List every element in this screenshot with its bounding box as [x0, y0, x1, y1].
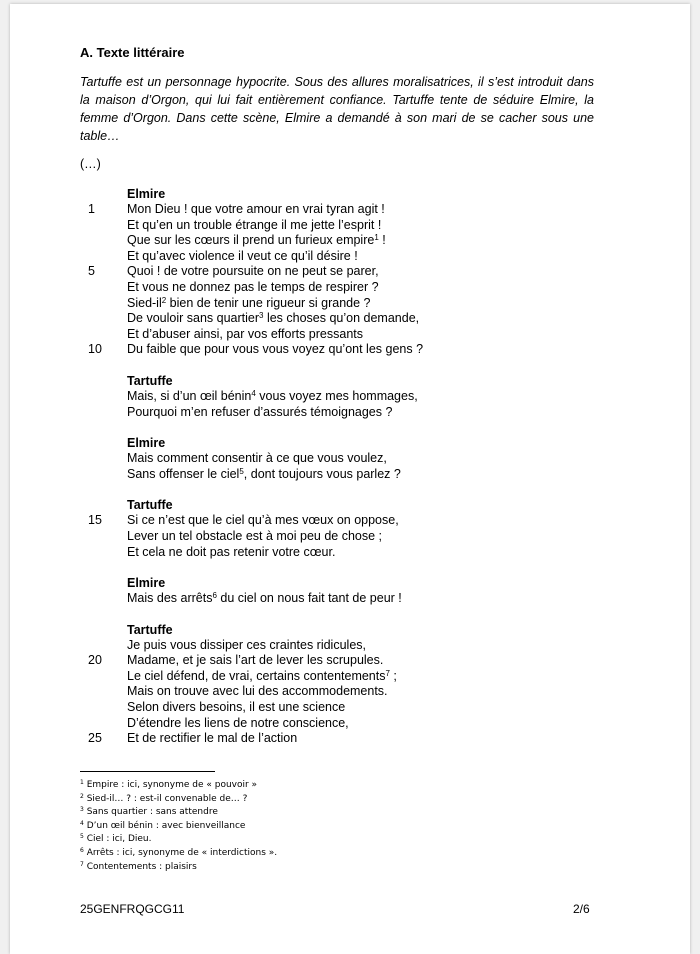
footnote-text: Sied-il… ? : est-il convenable de… ? — [86, 793, 248, 804]
section-heading: A. Texte littéraire — [80, 45, 185, 60]
verse-text: Mon Dieu ! que votre amour en vrai tyran agit ! — [127, 202, 385, 216]
verse-text-continued: ; — [389, 668, 397, 683]
verse-line — [80, 669, 640, 685]
verse-text: Lever un tel obstacle est à moi peu de chose ; — [127, 528, 383, 543]
speech-block — [80, 575, 640, 607]
verse-text: Et de rectifier le mal de l’action — [127, 731, 298, 746]
footnote-text: Empire : ici, synonyme de « pouvoir » — [86, 780, 258, 790]
verse-line — [80, 716, 640, 732]
verse-line — [80, 311, 640, 327]
verse-text: Que sur les cœurs il prend un furieux empire — [127, 233, 375, 248]
speaker-name: Elmire — [127, 576, 166, 591]
footnote-ref: 6 — [212, 591, 217, 601]
verse-line — [80, 451, 640, 467]
verse-text: D’étendre les liens de notre conscience, — [127, 715, 349, 730]
footnote-text: Contentements : plaisirs — [86, 861, 197, 872]
verse-line — [80, 342, 640, 358]
footnote-number: 6 — [80, 846, 84, 854]
footnote-number: 5 — [80, 833, 84, 841]
footnote-separator — [80, 771, 215, 772]
speaker-name: Elmire — [127, 187, 166, 201]
speech-block — [80, 435, 640, 482]
verse-text: Mais on trouve avec lui des accommodements. — [127, 684, 388, 699]
footnote-number: 2 — [80, 792, 84, 800]
footnote-number: 7 — [80, 860, 84, 868]
footnote-number: 3 — [80, 806, 84, 814]
footnote-number: 4 — [80, 819, 84, 827]
speaker-name: Tartuffe — [127, 622, 173, 637]
line-number: 25 — [88, 731, 102, 746]
footnote-ref: 5 — [239, 466, 244, 476]
verse-text: Et qu’en un trouble étrange il me jette l’esprit ! — [127, 217, 382, 232]
footnote-text: Arrêts : ici, synonyme de « interdictions ». — [86, 847, 278, 858]
footnote-ref: 2 — [161, 295, 167, 305]
footnote — [80, 820, 277, 834]
verse-line — [80, 513, 640, 529]
speaker-name: Tartuffe — [127, 373, 173, 388]
verse-text: Quoi ! de votre poursuite on ne peut se parer, — [127, 264, 379, 279]
footnote-ref: 7 — [385, 668, 390, 678]
verse-text: Mais des arrêts — [127, 591, 213, 606]
speaker-name: Elmire — [127, 436, 166, 451]
speech-block — [80, 373, 640, 420]
verse-text: Selon divers besoins, il est une science — [127, 700, 346, 715]
verse-text: Et vous ne donnez pas le temps de respirer ? — [127, 279, 379, 294]
verse-line — [80, 296, 640, 312]
verse-line — [80, 389, 640, 405]
verse-line — [80, 700, 640, 716]
verse-line — [80, 280, 640, 296]
document-code: 25GENFRQGCG11 — [80, 902, 185, 916]
verse-text: Mais, si d’un œil bénin — [127, 388, 252, 403]
verse-text-continued: les choses qu’on demande, — [263, 311, 420, 326]
verse-line — [80, 545, 640, 561]
verse-line — [80, 467, 640, 483]
verse-text: De vouloir sans quartier — [127, 311, 260, 326]
page-number: 2/6 — [573, 902, 590, 916]
footnote-ref: 4 — [251, 388, 256, 398]
verse-text-continued: , dont toujours vous parlez ? — [243, 466, 401, 481]
verse-line — [80, 638, 640, 654]
verse-line — [80, 233, 640, 249]
verse-text: Sied-il — [127, 295, 162, 310]
verse-text: Le ciel défend, de vrai, certains contentements — [127, 668, 386, 683]
intro-paragraph: Tartuffe est un personnage hypocrite. Sous des allures moralisatrices, il s’est introduit dans la maison d’Orgon, qui lui fait entièrement confiance. Tartuffe tente de séduire Elmire, la femme d’Orgon. Dans cette scène, Elmire a demandé à son mari de se cacher sous une table… — [80, 75, 594, 143]
line-number: 5 — [88, 264, 95, 279]
footnote — [80, 833, 277, 847]
footnote — [80, 806, 277, 820]
verse-line — [80, 249, 640, 265]
speaker-name: Tartuffe — [127, 498, 173, 513]
footnote — [80, 779, 277, 793]
line-number: 15 — [88, 513, 102, 528]
verse-text-continued: du ciel on nous fait tant de peur ! — [216, 591, 402, 606]
verse-line — [80, 264, 640, 280]
line-number: 20 — [88, 653, 102, 668]
ellipsis-marker: (…) — [80, 157, 101, 171]
verse-line — [80, 218, 640, 234]
verse-line — [80, 405, 640, 421]
footnotes — [80, 779, 277, 874]
verse-line — [80, 653, 640, 669]
speech-block — [80, 622, 640, 747]
footnote-ref: 1 — [374, 233, 379, 243]
verse-text-continued: vous voyez mes hommages, — [255, 388, 418, 403]
verse-line — [80, 202, 640, 218]
verse-text: Je puis vous dissiper ces craintes ridicules, — [127, 637, 366, 652]
footnote — [80, 847, 277, 861]
line-number: 10 — [88, 342, 102, 357]
verse-line — [80, 684, 640, 700]
verse-text-continued: ! — [378, 233, 386, 248]
footnote-text: Sans quartier : sans attendre — [86, 807, 218, 818]
verse-text-continued: bien de tenir une rigueur si grande ? — [166, 295, 371, 310]
verse-text: Sans offenser le ciel — [127, 466, 240, 481]
footnote — [80, 861, 277, 875]
footnote-text: D’un œil bénin : avec bienveillance — [86, 820, 246, 831]
speech-block — [80, 186, 640, 358]
verse-line — [80, 591, 640, 607]
verse-text: Du faible que pour vous vous voyez qu’ont les gens ? — [127, 342, 424, 357]
verse-text: Madame, et je sais l’art de lever les scrupules. — [127, 653, 384, 668]
verse-text: Mais comment consentir à ce que vous voulez, — [127, 451, 387, 466]
footnote-text: Ciel : ici, Dieu. — [86, 834, 152, 845]
verse-text: Pourquoi m’en refuser d’assurés témoignages ? — [127, 404, 393, 419]
verse-text: Si ce n’est que le ciel qu’à mes vœux on oppose, — [127, 513, 399, 528]
poem-text — [80, 186, 640, 762]
speech-block — [80, 497, 640, 560]
footnote-number: 1 — [80, 779, 84, 786]
verse-line — [80, 327, 640, 343]
verse-text: Et d’abuser ainsi, par vos efforts pressants — [127, 326, 363, 341]
verse-line — [80, 529, 640, 545]
footnote-ref: 3 — [259, 311, 264, 321]
verse-line — [80, 731, 640, 747]
verse-text: Et cela ne doit pas retenir votre cœur. — [127, 544, 336, 559]
line-number: 1 — [88, 202, 95, 216]
footnote — [80, 793, 277, 807]
verse-text: Et qu’avec violence il veut ce qu’il désire ! — [127, 248, 358, 263]
